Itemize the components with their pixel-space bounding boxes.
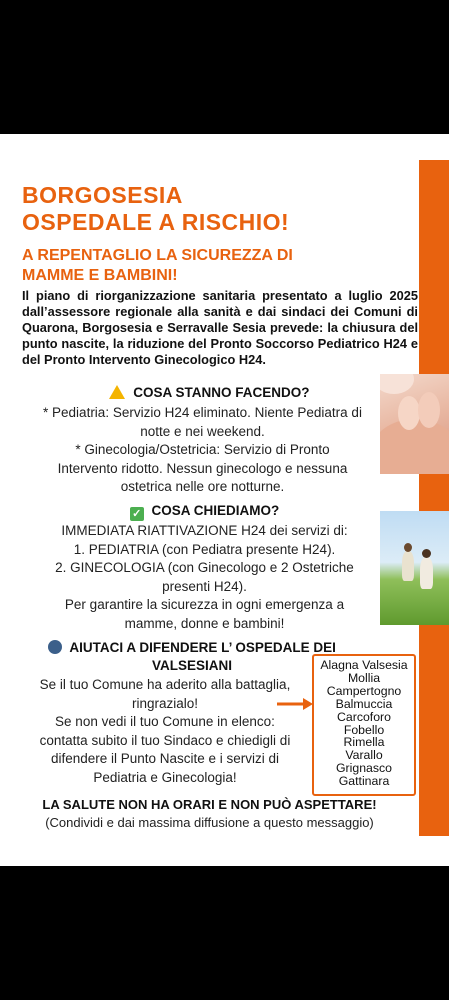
warning-icon	[109, 385, 125, 399]
comune-item: Rimella	[343, 735, 385, 750]
section-line: ostetrica nelle ore notturne.	[120, 479, 285, 494]
comune-item: Carcoforo	[337, 709, 391, 724]
title-line: BORGOSESIA	[22, 182, 183, 208]
subtitle-line: MAMME E BAMBINI!	[22, 267, 178, 284]
footer-slogan: LA SALUTE NON HA ORARI E NON PUÒ ASPETTARE!	[42, 797, 377, 812]
footer-note: (Condividi e dai massima diffusione a questo messaggio)	[45, 815, 374, 830]
comune-item: Balmuccia	[335, 696, 393, 711]
section-line: presenti H24).	[162, 578, 247, 594]
section-line: notte e nei weekend.	[140, 423, 265, 439]
intro-paragraph: Il piano di riorganizzazione sanitaria presentato a luglio 2025 dall’assessore regionale alla sanità e dai sindaci dei Comuni di Quarona, Borgosesia e Serravalle Sesia prevede: la chiusura del punto nascite, la riduzione del Pronto Soccorso Pediatrico H24 e del Pronto Intervento Ginecologico H24.	[22, 288, 418, 367]
section-line: Intervento ridotto. Nessun ginecologo e nessuna	[57, 460, 348, 476]
page-subtitle	[22, 246, 352, 286]
comune-item: Fobello	[343, 722, 385, 737]
comune-item: Gattinara	[338, 774, 390, 789]
comune-item: Mollia	[347, 670, 381, 685]
orange-side-stripe	[419, 160, 449, 836]
section-help-title: AIUTACI A DIFENDERE L’ OSPEDALE DEI VALSESIANI	[22, 639, 362, 675]
section-line: Se il tuo Comune ha aderito alla battaglia,	[39, 677, 291, 692]
section-line: 1. PEDIATRIA (con Pediatra presente H24).	[73, 541, 336, 557]
subtitle-line: A REPENTAGLIO LA SICUREZZA DI	[22, 247, 293, 264]
section-line: contatta subito il tuo Sindaco e chiedigli di	[39, 732, 291, 748]
title-line: OSPEDALE A RISCHIO!	[22, 209, 290, 235]
comuni-list	[312, 654, 416, 796]
section-line: Se non vedi il tuo Comune in elenco:	[55, 714, 275, 729]
page-title	[22, 182, 362, 236]
section-what-they-do	[0, 384, 419, 497]
section-line: mamme, donne e bambini!	[124, 615, 285, 631]
comune-item: Varallo	[345, 748, 383, 763]
section-line: ringrazialo!	[131, 695, 199, 711]
section-line: * Ginecologia/Ostetricia: Servizio di Pronto	[75, 442, 330, 457]
section-line: * Pediatria: Servizio H24 eliminato. Niente Pediatra di	[43, 405, 362, 420]
section-line: difendere il Punto Nascite e i servizi di	[50, 751, 280, 766]
arrow-right-icon	[275, 696, 315, 712]
poster	[0, 134, 449, 866]
section-title: ✓ COSA CHIEDIAMO?	[0, 502, 409, 521]
section-help-body	[20, 676, 310, 787]
speaking-head-icon	[48, 640, 62, 654]
section-line: Per garantire la sicurezza in ogni emergenza a	[64, 597, 345, 612]
section-line: Pediatria e Ginecologia!	[93, 769, 237, 785]
comune-item: Grignasco	[335, 761, 393, 776]
section-line: IMMEDIATA RIATTIVAZIONE H24 dei servizi di:	[61, 523, 348, 538]
section-line: 2. GINECOLOGIA (con Ginecologo e 2 Ostetriche	[55, 560, 354, 575]
section-what-we-ask	[0, 502, 419, 633]
comune-item: Alagna Valsesia	[320, 658, 408, 672]
comune-item: Campertogno	[326, 683, 402, 698]
check-mark-icon: ✓	[130, 507, 144, 521]
section-title: COSA STANNO FACENDO?	[0, 384, 419, 402]
